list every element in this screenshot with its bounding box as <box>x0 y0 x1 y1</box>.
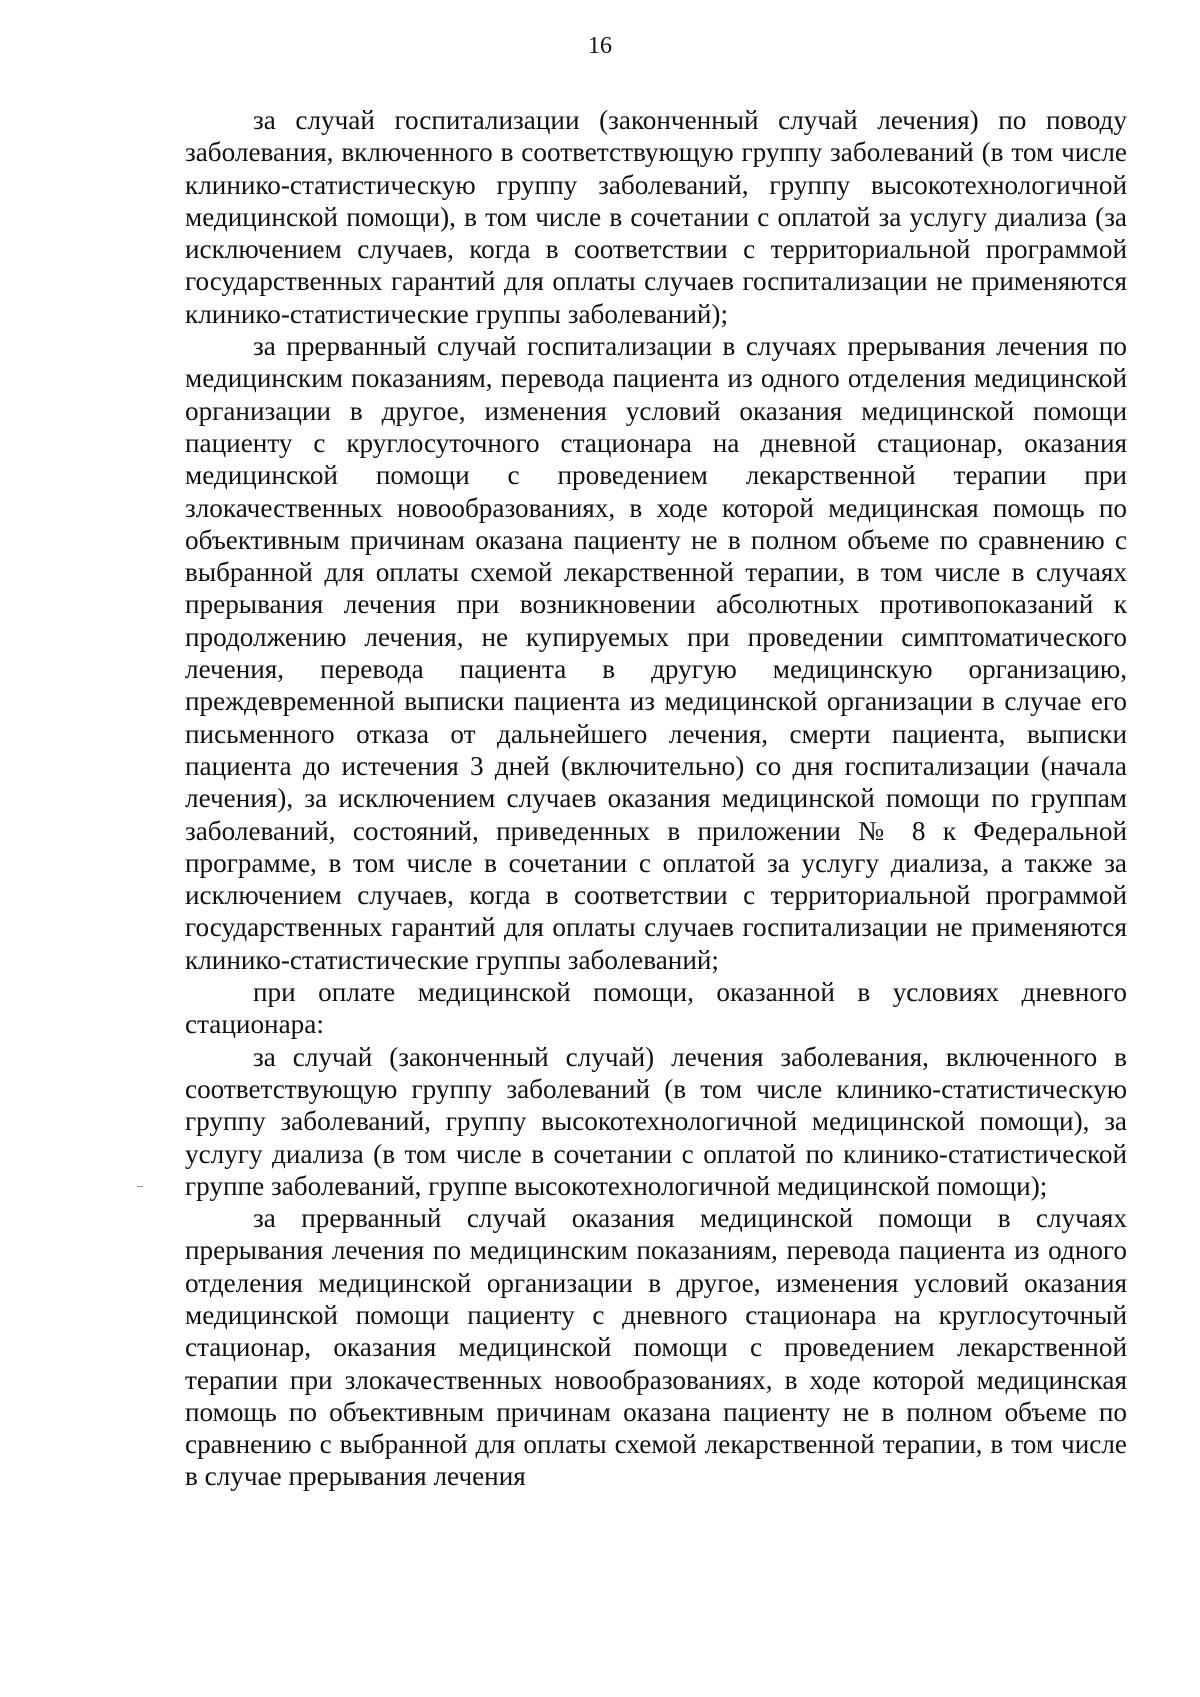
document-body <box>185 104 1127 1493</box>
paragraph-hospitalization-case: за случай госпитализации (законченный случай лечения) по поводу заболевания, включенного в соответствующую группу заболеваний (в том числе клинико-статистическую группу заболеваний, группу высокотехнологичной медицинской помощи), в том числе в сочетании с оплатой за услугу диализа (за исключением случаев, когда в соответствии с территориальной программой государственных гарантий для оплаты случаев госпитализации не применяются клинико-статистические группы заболеваний); <box>185 105 1127 329</box>
scan-artifact-mark <box>137 1186 143 1187</box>
paragraph-day-hospital-payment: при оплате медицинской помощи, оказанной в условиях дневного стационара: <box>185 977 1127 1040</box>
paragraph-day-hospital-completed-case: за случай (законченный случай) лечения заболевания, включенного в соответствующую группу заболеваний (в том числе клинико-статистическую группу заболеваний, группу высокотехнологичной медицинской помощи), за услугу диализа (в том числе в сочетании с оплатой по клинико-статистической группе заболеваний, группе высокотехнологичной медицинской помощи); <box>185 1041 1127 1201</box>
page-number: 16 <box>588 33 612 59</box>
paragraph-day-hospital-interrupted-case: за прерванный случай оказания медицинской помощи в случаях прерывания лечения по медицинским показаниям, перевода пациента из одного отделения медицинской организации в другое, изменения условий оказания медицинской помощи пациенту с дневного стационара на круглосуточный стационар, оказания медицинской помощи с проведением лекарственной терапии при злокачественных новообразованиях, в ходе которой медицинская помощь по объективным причинам оказана пациенту не в полном объеме по сравнению с выбранной для оплаты схемой лекарственной терапии, в том числе в случае прерывания лечения <box>185 1203 1127 1492</box>
paragraph-interrupted-hospitalization: за прерванный случай госпитализации в случаях прерывания лечения по медицинским показаниям, перевода пациента из одного отделения медицинской организации в другое, изменения условий оказания медицинской помощи пациенту с круглосуточного стационара на дневной стационар, оказания медицинской помощи с проведением лекарственной терапии при злокачественных новообразованиях, в ходе которой медицинская помощь по объективным причинам оказана пациенту не в полном объеме по сравнению с выбранной для оплаты схемой лекарственной терапии, в том числе в случаях прерывания лечения при возникновении абсолютных противопоказаний к продолжению лечения, не купируемых при проведении симптоматического лечения, перевода пациента в другую медицинскую организацию, преждевременной выписки пациента из медицинской организации в случае его письменного отказа от дальнейшего лечения, смерти пациента, выписки пациента до истечения 3 дней (включительно) со дня госпитализации (начала лечения), за исключением случаев оказания медицинской помощи по группам заболеваний, состояний, приведенных в приложении № 8 к Федеральной программе, в том числе в сочетании с оплатой за услугу диализа, а также за исключением случаев, когда в соответствии с территориальной программой государственных гарантий для оплаты случаев госпитализации не применяются клинико-статистические группы заболеваний; <box>185 331 1127 975</box>
